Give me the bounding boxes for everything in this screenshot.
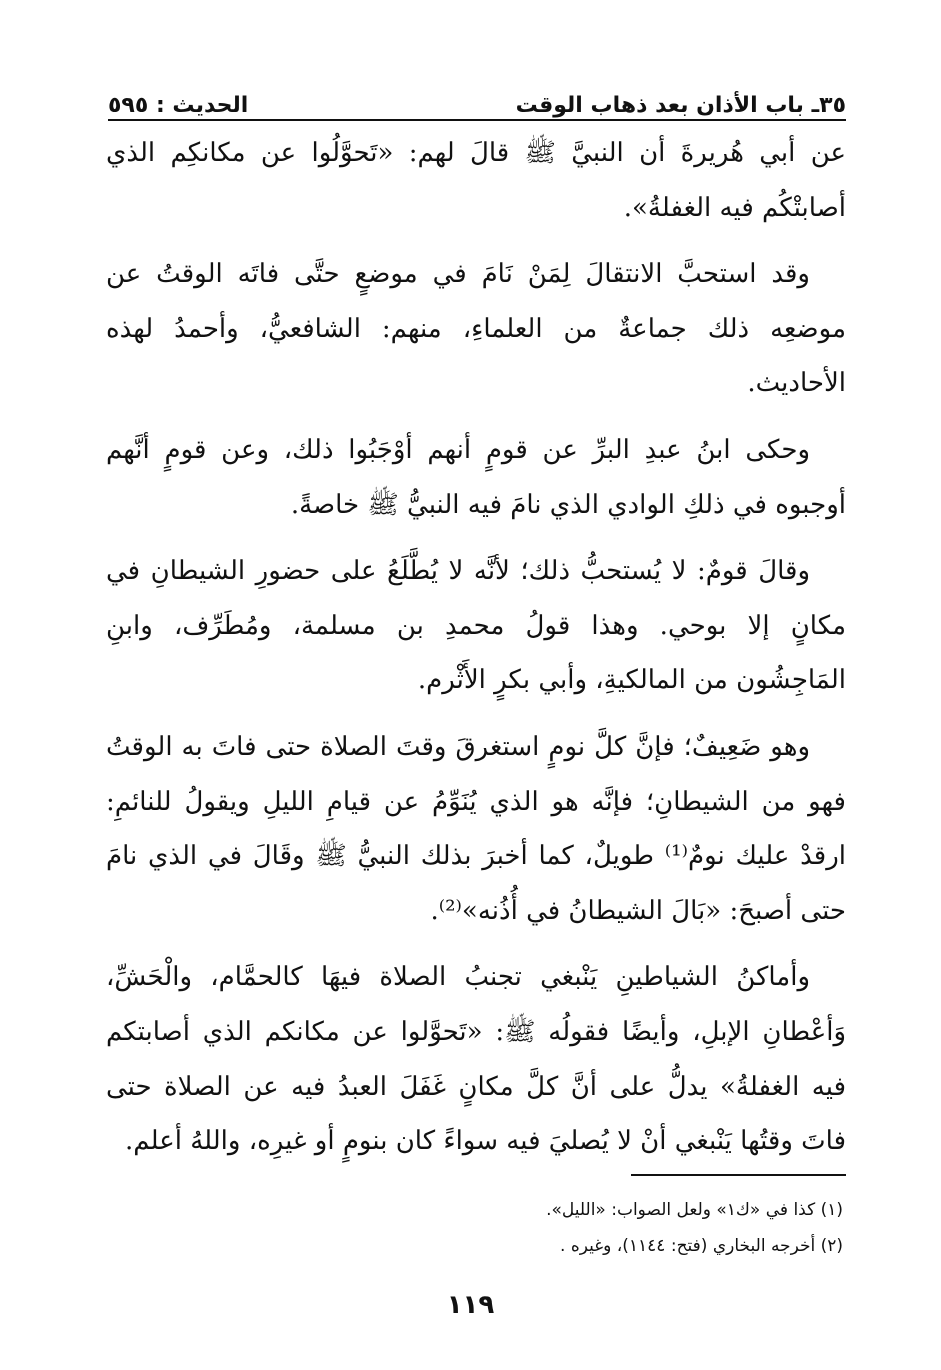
paragraph: وهو ضَعِيفٌ؛ فإنَّ كلَّ نومٍ استغرقَ وقتَ الصلاة حتى فاتَ به الوقتُ فهو من الشيطانِ؛ فإنَّه هو الذي يُنَوِّمُ عن قيامِ الليلِ ويقولُ للنائمِ: ارقدْ عليك نومٌ⁽¹⁾ طويلٌ، كما أخبرَ بذلك النبيُّ ﷺ وقَالَ في الذي نامَ حتى أصبحَ: «بَالَ الشيطانُ في أُذُنه»⁽²⁾. [106,731,846,926]
page-number: ١١٩ [446,1290,495,1320]
main-text [106,126,846,1181]
paragraph: وحكى ابنُ عبدِ البرِّ عن قومٍ أنهم أوْجَبُوا ذلك، وعن قومٍ أنَّهم أوجبوه في ذلكِ الوادي الذي نامَ فيه النبيُّ ﷺ خاصةً. [106,434,846,520]
hadith-reference: الحديث : ٥٩٥ [108,93,249,118]
paragraph: عن أبي هُريرةَ أن النبيَّ ﷺ قالَ لهم: «تَحوَّلُوا عن مكانكِم الذي أصابتْكُم فيه الغفلةُ». [106,138,846,223]
footnote-divider [631,1174,846,1176]
header-divider [108,119,846,121]
chapter-title: ٣٥ـ باب الأذان بعد ذهاب الوقت [515,93,846,118]
paragraph: وأماكنُ الشياطينِ يَنْبغي تجنبُ الصلاة فيهَا كالحمَّام، والْحَشِّ، وَأعْطانِ الإبلِ، وأيضًا فقولُه ﷺ: «تَحوَّلوا عن مكانكم الذي أصابتكم فيه الغفلةُ» يدلُّ على أنَّ كلَّ مكانٍ غَفَلَ العبدُ فيه عن الصلاة حتى فاتَ وقتُها يَنْبغي أنْ لا يُصليَ فيه سواءً كان بنومٍ أو غيرِه، واللهُ أعلم. [106,962,846,1157]
footnote: (١) كذا في «ك١» ولعل الصواب: «الليل». [546,1200,843,1220]
footnote: (٢) أخرجه البخاري (فتح: ١١٤٤)، وغيره . [560,1236,843,1256]
running-header [108,78,846,118]
paragraph: وقد استحبَّ الانتقالَ لِمَنْ نَامَ في موضعٍ حتَّى فاتَه الوقتُ عن موضعِه ذلك جماعةٌ من العلماءِ، منهم: الشافعيُّ، وأحمدُ لهذه الأحاديث. [106,259,846,399]
paragraph: وقالَ قومٌ: لا يُستحبُّ ذلك؛ لأنَّه لا يُطَّلَعُ على حضورِ الشيطانِ في مكانٍ إلا بوحي. وهذا قولُ محمدِ بن مسلمة، ومُطَرِّف، وابنِ المَاجِشُون من المالكيةِ، وأبي بكرٍ الأَثْرم. [106,556,846,696]
footnotes [108,1192,843,1264]
